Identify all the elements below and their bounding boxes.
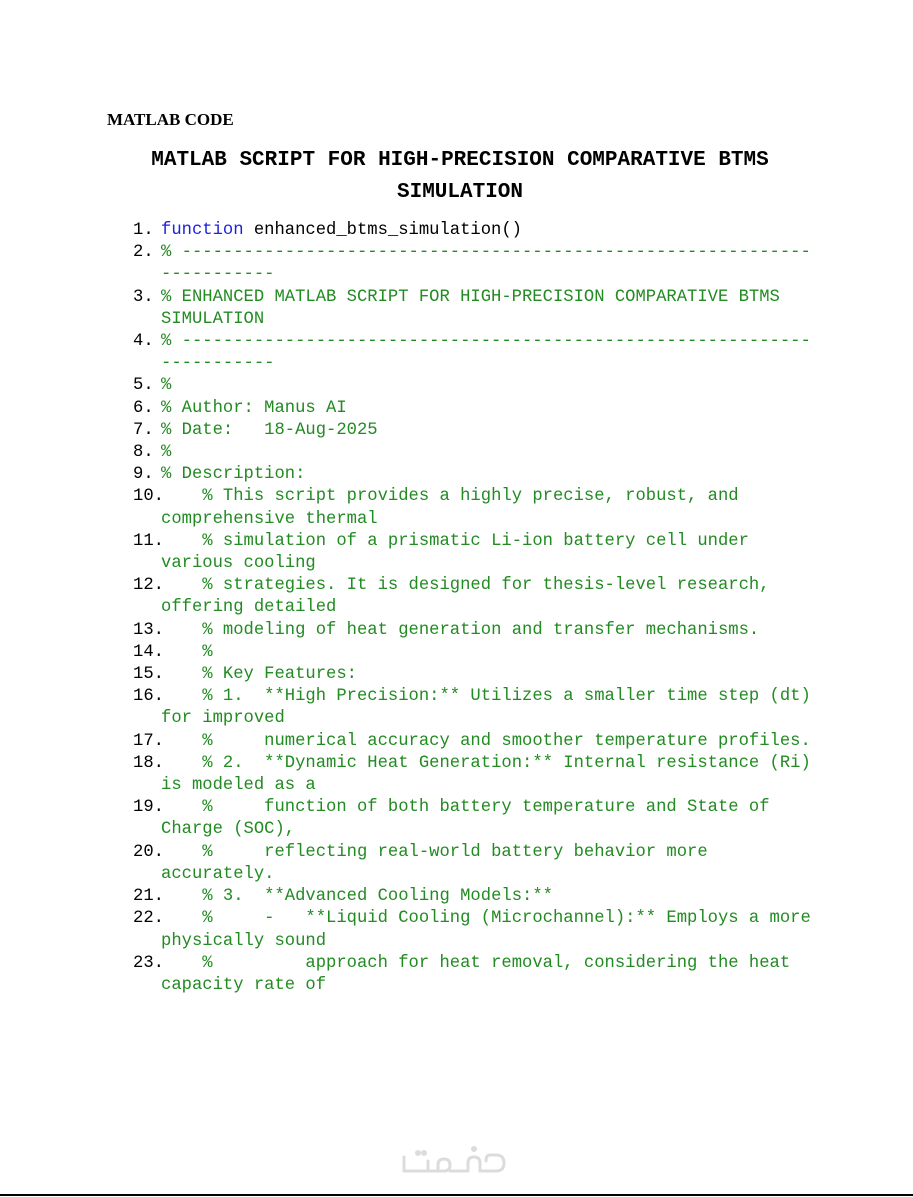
code-line xyxy=(100,486,815,530)
code-line xyxy=(100,620,815,642)
code-line xyxy=(100,287,815,331)
code-comment: % modeling of heat generation and transfer mechanisms. xyxy=(161,620,760,640)
code-comment: % 3. **Advanced Cooling Models:** xyxy=(161,887,553,907)
code-line xyxy=(100,442,815,464)
code-line xyxy=(100,686,822,730)
code-comment: % Description: xyxy=(161,465,306,485)
line-number: 12. xyxy=(133,576,164,596)
code-comment: % ------------------------------------------------------------------------ xyxy=(161,332,811,374)
line-number: 21. xyxy=(133,887,164,907)
line-number: 19. xyxy=(133,798,164,818)
code-comment: % ENHANCED MATLAB SCRIPT FOR HIGH-PRECISION COMPARATIVE BTMS SIMULATION xyxy=(161,287,791,329)
code-comment: % Key Features: xyxy=(161,665,357,685)
keyword: function xyxy=(161,221,244,240)
code-line xyxy=(100,797,815,841)
line-number: 2. xyxy=(133,243,154,263)
line-number: 1. xyxy=(133,221,154,240)
code-line xyxy=(100,220,815,242)
section-label: MATLAB CODE xyxy=(107,110,234,129)
line-number: 15. xyxy=(133,665,164,685)
line-number: 11. xyxy=(133,531,164,551)
line-number: 6. xyxy=(133,398,154,418)
khamsat-logo-icon xyxy=(398,1143,514,1183)
code-line xyxy=(100,953,815,997)
code-line xyxy=(100,420,815,442)
line-number: 13. xyxy=(133,620,164,640)
code-comment: % xyxy=(161,376,172,396)
code-comment: % This script provides a highly precise, robust, and comprehensive thermal xyxy=(161,487,749,529)
code-line xyxy=(100,886,815,908)
code-comment: % numerical accuracy and smoother temperature profiles. xyxy=(161,731,811,751)
code-line xyxy=(100,575,815,619)
code-line xyxy=(100,731,815,753)
line-number: 7. xyxy=(133,420,154,440)
code-line xyxy=(100,242,815,286)
code-comment: % function of both battery temperature and State of Charge (SOC), xyxy=(161,798,780,840)
line-number: 18. xyxy=(133,753,164,773)
code-comment: % 1. **High Precision:** Utilizes a smaller time step (dt) for improved xyxy=(161,687,822,729)
code-listing xyxy=(100,220,822,997)
code-comment: % strategies. It is designed for thesis-level research, offering detailed xyxy=(161,576,780,618)
function-signature: enhanced_btms_simulation() xyxy=(243,221,522,240)
code-line xyxy=(100,753,822,797)
code-comment: % approach for heat removal, considering the heat capacity rate of xyxy=(161,953,801,995)
line-number: 17. xyxy=(133,731,164,751)
code-comment: % 2. **Dynamic Heat Generation:** Internal resistance (Ri) is modeled as a xyxy=(161,753,822,796)
code-comment: % xyxy=(161,443,172,463)
line-number: 22. xyxy=(133,909,164,929)
line-number: 5. xyxy=(133,376,154,396)
line-number: 20. xyxy=(133,842,164,862)
code-text xyxy=(161,220,815,242)
code-comment: % - **Liquid Cooling (Microchannel):** Employs a more physically sound xyxy=(161,909,822,951)
code-line xyxy=(100,908,822,952)
code-line xyxy=(100,842,815,886)
line-number: 14. xyxy=(133,642,164,662)
line-number: 10. xyxy=(133,487,164,507)
line-number: 3. xyxy=(133,287,154,307)
code-line xyxy=(100,398,815,420)
line-number: 9. xyxy=(133,465,154,485)
line-number: 16. xyxy=(133,687,164,707)
code-line xyxy=(100,664,815,686)
code-line xyxy=(100,531,815,575)
code-comment: % reflecting real-world battery behavior more accurately. xyxy=(161,842,718,884)
code-line xyxy=(100,642,815,664)
page-title: MATLAB SCRIPT FOR HIGH-PRECISION COMPARATIVE BTMS SIMULATION xyxy=(151,149,769,204)
code-line xyxy=(100,375,815,397)
line-number: 23. xyxy=(133,953,164,973)
code-line xyxy=(100,464,815,486)
code-comment: % simulation of a prismatic Li-ion battery cell under various cooling xyxy=(161,531,760,574)
code-comment: % xyxy=(161,642,213,662)
line-number: 8. xyxy=(133,443,154,463)
code-comment: % Date: 18-Aug-2025 xyxy=(161,420,378,440)
line-number: 4. xyxy=(133,332,154,352)
page-bottom-rule xyxy=(0,1194,913,1196)
code-comment: % Author: Manus AI xyxy=(161,398,347,418)
code-comment: % ------------------------------------------------------------------------ xyxy=(161,243,811,285)
code-line xyxy=(100,331,815,375)
